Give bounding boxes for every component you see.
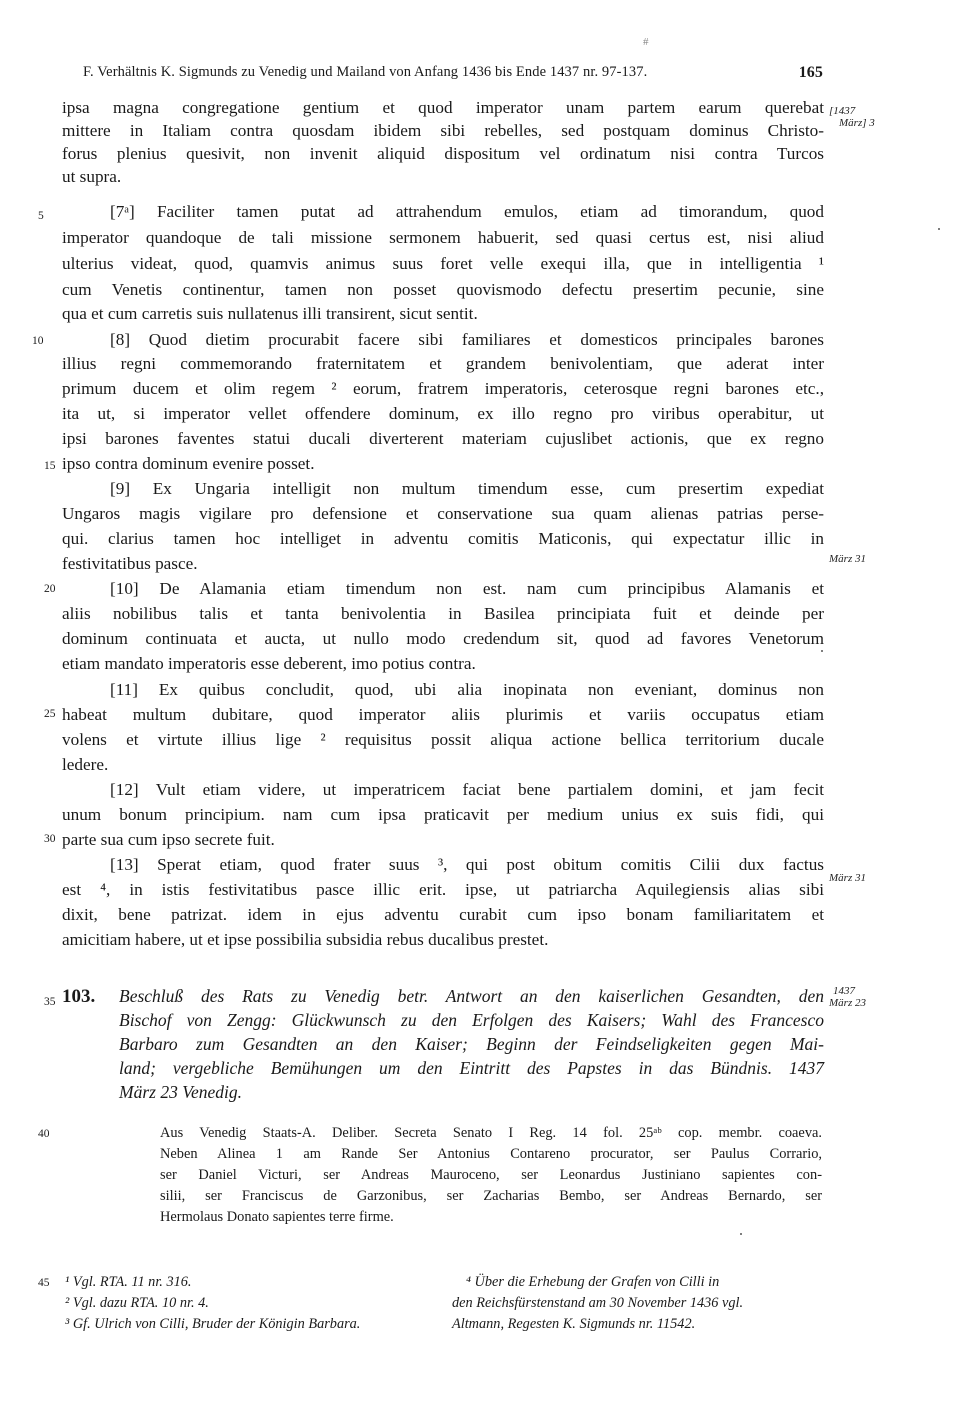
paragraph-8: [8] Quod dietim procurabit facere sibi familiares et domesticos principales barones: [110, 330, 824, 349]
text-line: ulterius videat, quod, quamvis animus suus foret velle exequi illa, que in intelligentia ¹: [62, 254, 824, 273]
margin-note-line: [1437: [829, 105, 856, 117]
text-line: dominum continuata et aucta, ut nullo modo credendum sit, quod ad favores Venetorum: [62, 629, 824, 648]
text-line: ipso contra dominum evenire posset.: [62, 454, 315, 473]
line-number: 35: [44, 996, 56, 1008]
title-line: Bischof von Zengg: Glückwunsch zu den Erfolgen des Kaisers; Wahl des Francesco: [119, 1010, 824, 1030]
source-line: ser Daniel Victuri, ser Andreas Mauroceno, ser Leonardus Justiniano sapientes con-: [160, 1167, 822, 1183]
line-number: 40: [38, 1128, 50, 1140]
text-line: volens et virtute illius lige ² requisitus possit aliqua actione bellica territorium ducale: [62, 730, 824, 749]
source-line: Hermolaus Donato sapientes terre firme.: [160, 1209, 394, 1225]
footnote: ² Vgl. dazu RTA. 10 nr. 4.: [65, 1295, 209, 1311]
text-line: mittere in Italiam contra quosdam ibidem sibi rebelles, sed postquam dominus Christo-: [62, 121, 824, 140]
scan-speck: [821, 650, 823, 652]
footnote: ³ Gf. Ulrich von Cilli, Bruder der Königin Barbara.: [65, 1316, 361, 1332]
paragraph-9: [9] Ex Ungaria intelligit non multum timendum esse, cum presertim expediat: [110, 479, 824, 498]
text-line: parte sua cum ipso secrete fuit.: [62, 830, 275, 849]
entry-number-wrap: [62, 985, 95, 1009]
line-number: 30: [44, 833, 56, 845]
text-line: Ungaros magis vigilare pro defensione et conservatione sua quam alienas patrias perse-: [62, 504, 824, 523]
running-title: F. Verhältnis K. Sigmunds zu Venedig und Mailand von Anfang 1436 bis Ende 1437 nr. 97-137.: [83, 64, 648, 80]
line-number: 10: [32, 335, 44, 347]
text-line: amicitiam habere, ut et ipse possibilia subsidia rebus ducalibus prestet.: [62, 930, 549, 949]
text-line: ita ut, si imperator vellet offendere dominum, ex illo regno pro viribus operabitur, ut: [62, 404, 824, 423]
line-number: 5: [38, 210, 44, 222]
margin-note-date: [829, 985, 866, 1009]
scan-speck: [938, 228, 940, 230]
line-number: 15: [44, 460, 56, 472]
page-mark: #: [643, 36, 649, 48]
footnotes-right: [452, 1272, 827, 1335]
footnote: ¹ Vgl. RTA. 11 nr. 316.: [65, 1274, 192, 1290]
footnote: den Reichsfürstenstand am 30 November 1436 vgl.: [452, 1295, 744, 1311]
text-line: est ⁴, in istis festivitatibus pasce illic erit. ipse, ut patriarcha Aquilegiensis alias sibi: [62, 880, 824, 899]
paragraph-11: [11] Ex quibus concludit, quod, ubi alia inopinata non eveniant, dominus non: [110, 680, 824, 699]
title-line: Beschluß des Rats zu Venedig betr. Antwort an den kaiserlichen Gesandten, den: [119, 986, 824, 1006]
margin-note-line: März 23: [829, 997, 866, 1009]
text-line: ledere.: [62, 755, 109, 774]
text-line: ipsi barones faventes statui ducali diverterent materiam cujuslibet actionis, que ex regno: [62, 429, 824, 448]
text-line: dixit, bene patrizat. idem in ejus adventu curabit cum ipso bonam familiaritatem et: [62, 905, 824, 924]
text-line: illius regni commemorando fraternitatem et grandem benivolentiam, que aderat inter: [62, 354, 824, 373]
source-line: Neben Alinea 1 am Rande Ser Antonius Contareno procurator, ser Paulus Corrario,: [160, 1146, 822, 1162]
source-line: Aus Venedig Staats-A. Deliber. Secreta Senato I Reg. 14 fol. 25ᵃᵇ cop. membr. coaeva.: [160, 1125, 822, 1141]
paragraph-7a: [7ᵃ] Faciliter tamen putat ad attrahendum emulos, etiam ad timorandum, quod: [110, 202, 824, 221]
line-number: 20: [44, 583, 56, 595]
source-line: silii, ser Franciscus de Garzonibus, ser Zacharias Bembo, ser Andreas Bernardo, ser: [160, 1188, 822, 1204]
text-line: ipsa magna congregatione gentium et quod imperator unam partem earum querebat: [62, 98, 824, 117]
text-line: qua et cum carretis suis nullatenus illi transirent, sicut sentit.: [62, 304, 478, 323]
margin-note-date: [829, 105, 875, 129]
margin-note-line: 1437: [833, 985, 855, 997]
margin-note-date: März 31: [829, 872, 866, 884]
line-number: 45: [38, 1277, 50, 1289]
text-line: qui. clarius tamen hoc intelliget in adventu comitis Maticonis, qui expectatur illic in: [62, 529, 824, 548]
footnote: ⁴ Über die Erhebung der Grafen von Cilli in: [466, 1274, 720, 1290]
text-line: unum bonum principium. nam cum ipsa praticavit per medium unius ex suis fidi, qui: [62, 805, 824, 824]
title-line: Barbaro zum Gesandten an den Kaiser; Beginn der Feindseligkeiten gegen Mai-: [119, 1034, 824, 1054]
text-line: imperator quandoque de tali missione sermonem habuerit, sed quasi certus est, nisi aliud: [62, 228, 824, 247]
entry-number: 103.: [62, 986, 96, 1007]
text-line: primum ducem et olim regem ² eorum, fratrem imperatoris, ceterosque regni barones etc.,: [62, 379, 824, 398]
footnotes-left: [65, 1272, 445, 1335]
margin-note-date: März 31: [829, 553, 866, 565]
title-line: März 23 Venedig.: [119, 1082, 242, 1102]
text-line: aliis nobilibus talis et tanta benivolentia in Basilea principiata fuit et deinde per: [62, 604, 824, 623]
margin-note-line: März] 3: [839, 117, 875, 129]
page-number: 165: [798, 64, 823, 81]
text-line: festivitatibus pasce.: [62, 554, 198, 573]
running-header: [83, 64, 823, 88]
text-line: forus plenius quesivit, non invenit aliquid dispositum vel ordinatum nisi contra Turcos: [62, 144, 824, 163]
line-number: 25: [44, 708, 56, 720]
scan-speck: [740, 1233, 742, 1235]
paragraph-10: [10] De Alamania etiam timendum non est. nam cum principibus Alamanis et: [110, 579, 824, 598]
text-line: cum Venetis continentur, tamen non posset quovismodo defectu presertim pecunie, sine: [62, 280, 824, 299]
text-line: etiam mandato imperatoris esse deberent, imo potius contra.: [62, 654, 476, 673]
text-line: habeat multum dubitare, quod imperator aliis plurimis et variis occupatus etiam: [62, 705, 824, 724]
title-line: land; vergebliche Bemühungen um den Eintritt des Papstes in das Bündnis. 1437: [119, 1058, 824, 1078]
paragraph-13: [13] Sperat etiam, quod frater suus ³, qui post obitum comitis Cilii dux factus: [110, 855, 824, 874]
paragraph-12: [12] Vult etiam videre, ut imperatricem faciat bene partialem domini, et jam fecit: [110, 780, 824, 799]
text-line: ut supra.: [62, 167, 122, 186]
footnote: Altmann, Regesten K. Sigmunds nr. 11542.: [452, 1316, 696, 1332]
